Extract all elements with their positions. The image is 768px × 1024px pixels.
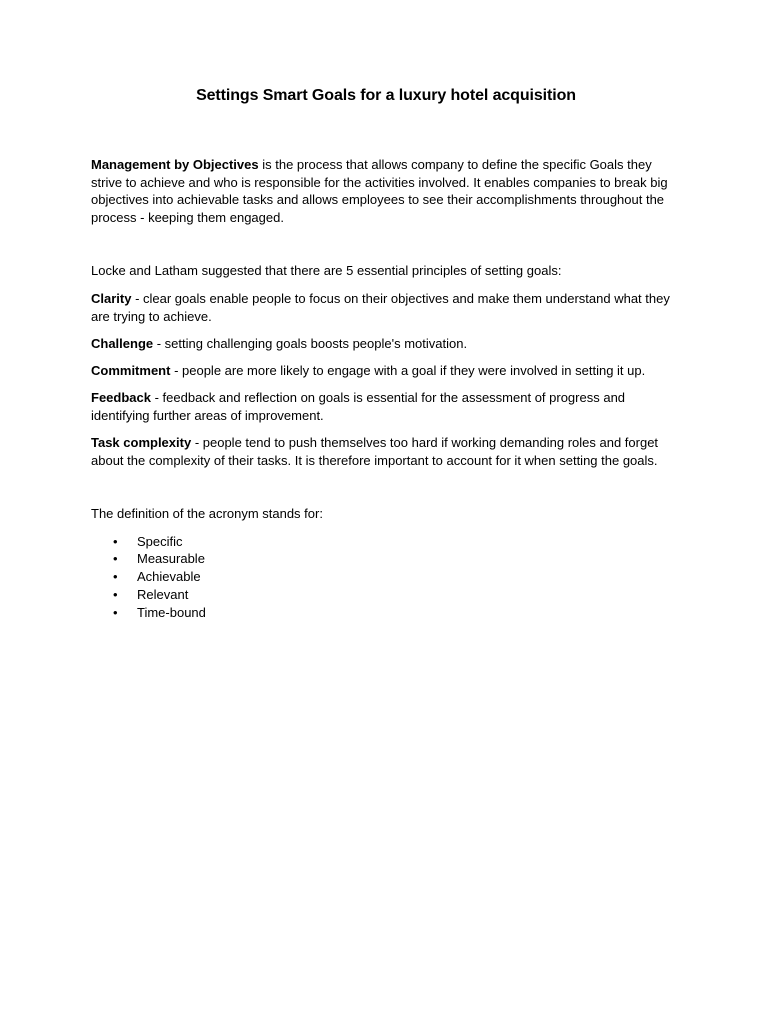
principle-feedback (91, 389, 681, 424)
list-item-text: Specific (137, 533, 183, 549)
list-item-text: Achievable (137, 569, 201, 585)
principle-commitment (91, 362, 681, 380)
document-title: Settings Smart Goals for a luxury hotel acquisition (196, 87, 576, 104)
principle-term: Commitment (91, 362, 171, 378)
principle-text: - people are more likely to engage with a goal if they were involved in setting it up. (170, 362, 646, 378)
principle-text: - clear goals enable people to focus on their objectives and make them understand what they are trying to achieve. (91, 290, 670, 324)
acronym-lead: The definition of the acronym stands for: (91, 506, 323, 522)
principle-text: - setting challenging goals boosts people's motivation. (153, 335, 468, 351)
list-item-text: Relevant (137, 586, 189, 602)
principles-lead: Locke and Latham suggested that there are 5 essential principles of setting goals: (91, 263, 562, 279)
principle-term: Feedback (91, 390, 151, 406)
principle-term: Challenge (91, 335, 154, 351)
principle-clarity (91, 290, 681, 325)
document-body (91, 86, 681, 621)
list-item-text: Time-bound (137, 604, 206, 620)
list-item (91, 550, 681, 568)
principle-term: Task complexity (91, 434, 192, 450)
bullet-icon: • (113, 533, 118, 549)
list-item-text: Measurable (137, 551, 205, 567)
intro-paragraph (91, 156, 681, 226)
list-item (91, 533, 681, 551)
acronym-list (91, 533, 681, 622)
principle-term: Clarity (91, 290, 132, 306)
intro-text: is the process that allows company to define the specific Goals they strive to achieve and who is responsible for the activities involved. It enables companies to break big objectives into achievable tasks and allows employees to see their accomplishments throughout the process - keeping them engaged. (91, 157, 668, 225)
bullet-icon: • (113, 551, 118, 567)
principle-task-complexity (91, 434, 681, 469)
intro-term: Management by Objectives (91, 157, 259, 172)
bullet-icon: • (113, 569, 118, 585)
bullet-icon: • (113, 586, 118, 602)
principle-text: - people tend to push themselves too hard if working demanding roles and forget about the complexity of their tasks. It is therefore important to account for it when setting the goals. (91, 434, 659, 468)
list-item (91, 586, 681, 604)
principle-challenge (91, 335, 681, 353)
bullet-icon: • (113, 604, 118, 620)
list-item (91, 568, 681, 586)
principle-text: - feedback and reflection on goals is essential for the assessment of progress and identifying further areas of improvement. (91, 390, 626, 423)
list-item (91, 604, 681, 622)
